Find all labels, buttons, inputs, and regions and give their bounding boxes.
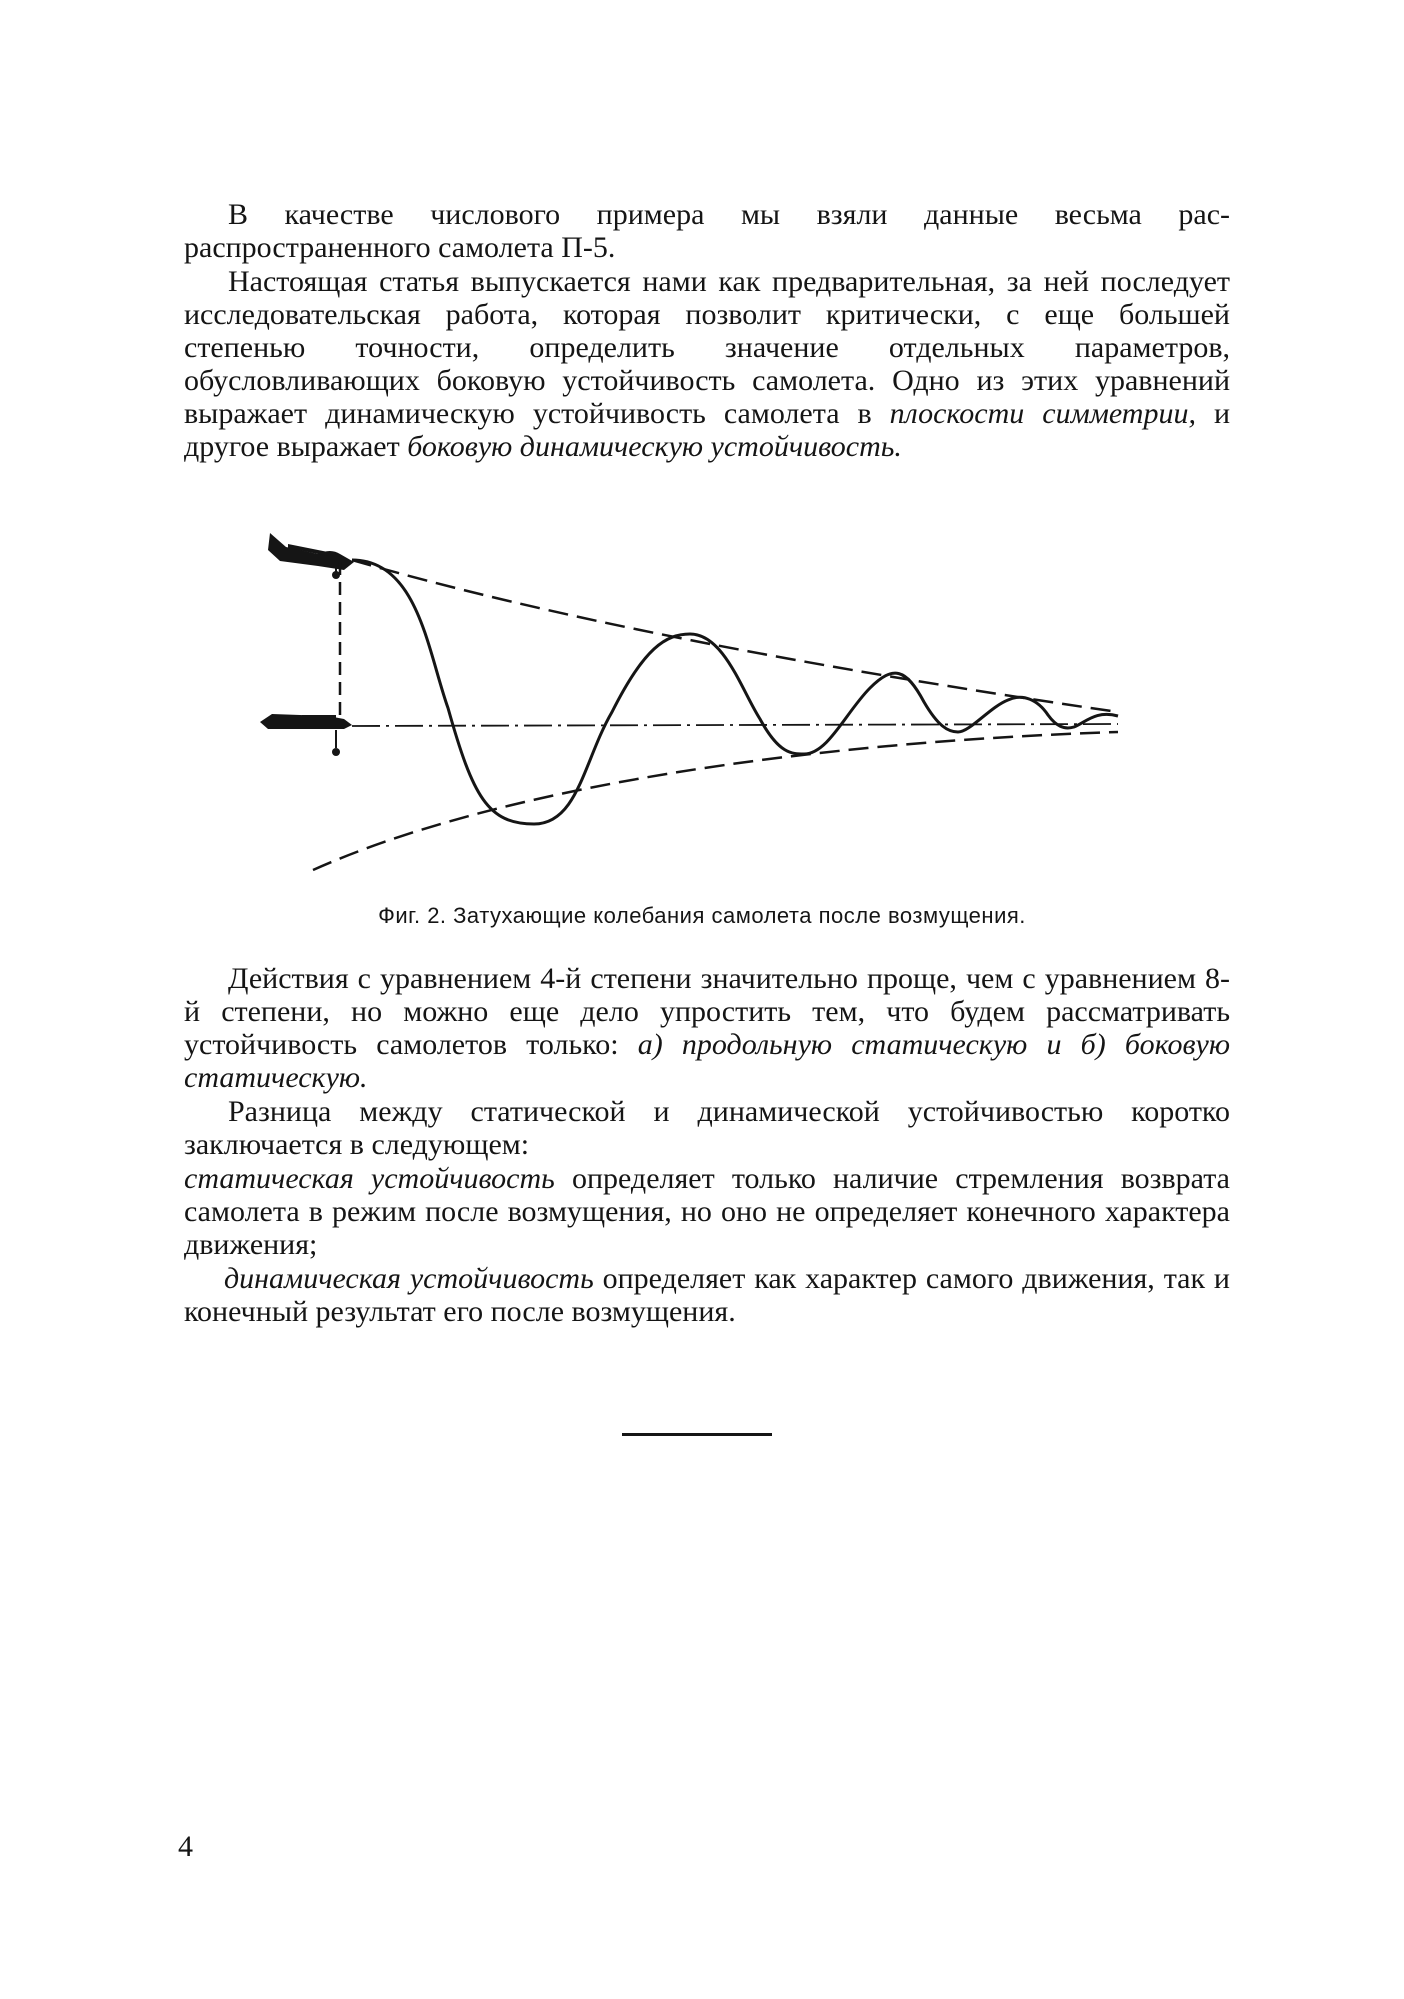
paragraph-5-italic: статическая устойчивость — [184, 1162, 555, 1195]
paragraph-3 — [184, 962, 1230, 1094]
paragraph-2-italic-2: боковую динамическую устойчивость. — [407, 430, 902, 463]
paragraph-6 — [184, 1262, 1230, 1328]
paragraph-2-italic-1: плоскости симметрии, — [889, 397, 1196, 430]
paragraph-6-rest: определяет как характер самого движения, так и конечный результат его после возмущения. — [184, 1262, 1230, 1328]
lower-envelope-curve — [313, 732, 1118, 870]
upper-envelope-curve — [352, 560, 1118, 712]
paragraph-4: Разница между статической и динамической устойчивостью коротко заключается в следующем: — [184, 1095, 1230, 1161]
damped-oscillation-figure — [248, 522, 1148, 894]
paragraph-3-italic: а) продольную статическую и б) боковую статическую. — [184, 1028, 1230, 1094]
lower-airplane-icon — [260, 714, 352, 756]
paragraph-2-middle: и другое выражает — [184, 397, 1231, 463]
figure-caption: Фиг. 2. Затухающие колебания самолета после возмущения. — [378, 903, 1026, 928]
section-divider — [622, 1433, 772, 1436]
oscillation-curve — [352, 560, 1118, 824]
bottom-text-block — [184, 962, 1230, 1328]
paragraph-2-lead: Настоящая статья выпускается нами как предварительная, за ней последует исследовательская работа, которая позволит критически, с еще большей степенью точности, определить значение отдельных параметров, обусловливающих боковую устойчивость самолета. Одно из этих уравнений выражает динамическую устойчивость самолета в — [184, 265, 1230, 430]
paragraph-6-italic: динамическая устойчивость — [224, 1262, 594, 1295]
page-number: 4 — [178, 1830, 193, 1863]
paragraph-2 — [184, 265, 1230, 463]
top-text-block — [184, 198, 1230, 463]
reference-axis-line — [352, 724, 1118, 726]
paragraph-5-rest: определяет только наличие стремления возврата самолета в режим после возмущения, но оно не определяет конечного характера движения; — [184, 1162, 1230, 1261]
paragraph-3-lead: Действия с уравнением 4-й степени значительно проще, чем с уравнением 8-й степени, но можно еще дело упростить тем, что будем рассматривать устойчивость самолетов только: — [184, 962, 1230, 1061]
paragraph-1 — [184, 198, 1230, 264]
paragraph-5 — [184, 1162, 1230, 1261]
paragraph-1-text: В качестве числового примера мы взяли данные весьма рас-распространенного самолета П-5. — [184, 198, 1230, 264]
